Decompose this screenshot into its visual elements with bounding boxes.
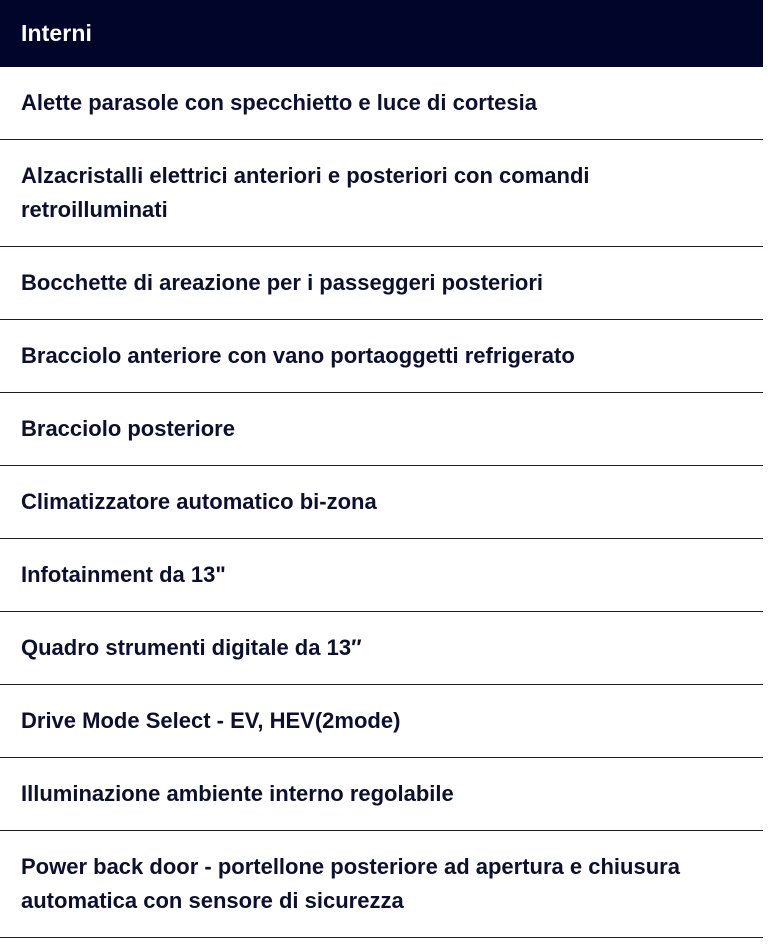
feature-label: Climatizzatore automatico bi-zona xyxy=(21,489,377,514)
feature-item-rear-air-vents xyxy=(0,247,763,320)
feature-label: Bracciolo posteriore xyxy=(21,416,235,441)
feature-item-ambient-lighting xyxy=(0,758,763,831)
feature-item-front-armrest xyxy=(0,320,763,393)
feature-label: Power back door - portellone posteriore ad apertura e chiusura automatica con sensore di sicurezza xyxy=(21,854,680,913)
feature-item-digital-cluster xyxy=(0,612,763,685)
feature-list xyxy=(0,67,763,938)
feature-item-rear-armrest xyxy=(0,393,763,466)
feature-label: Illuminazione ambiente interno regolabile xyxy=(21,781,454,806)
feature-item-infotainment xyxy=(0,539,763,612)
feature-label: Alzacristalli elettrici anteriori e posteriori con comandi retroilluminati xyxy=(21,163,590,222)
feature-item-power-windows xyxy=(0,140,763,247)
feature-label: Alette parasole con specchietto e luce di cortesia xyxy=(21,90,537,115)
feature-item-drive-mode xyxy=(0,685,763,758)
feature-item-climate-control xyxy=(0,466,763,539)
feature-item-power-back-door xyxy=(0,831,763,938)
feature-label: Bocchette di areazione per i passeggeri posteriori xyxy=(21,270,544,295)
feature-item-sun-visors xyxy=(0,67,763,140)
section-title: Interni xyxy=(21,20,92,46)
feature-label: Drive Mode Select - EV, HEV(2mode) xyxy=(21,708,401,733)
feature-label: Bracciolo anteriore con vano portaoggetti refrigerato xyxy=(21,343,575,368)
feature-label: Quadro strumenti digitale da 13″ xyxy=(21,635,362,660)
section-header xyxy=(0,0,763,67)
feature-label: Infotainment da 13" xyxy=(21,562,226,587)
